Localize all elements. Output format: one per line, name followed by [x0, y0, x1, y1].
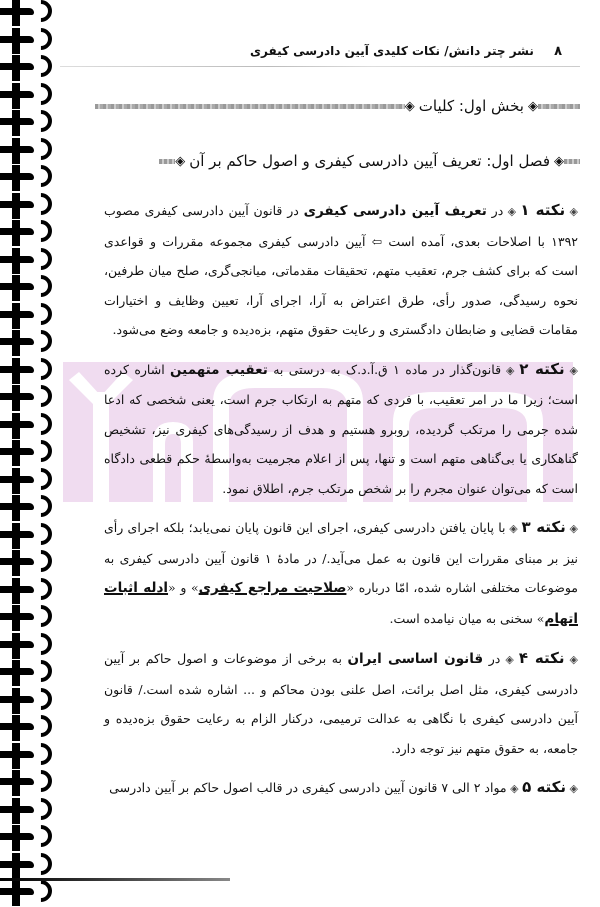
note-1	[104, 196, 578, 345]
spiral-coil	[0, 633, 50, 659]
diamond-icon: ◈	[564, 363, 578, 377]
document-body	[104, 196, 578, 814]
emphasis-term: قانون اساسی ایران	[347, 651, 484, 667]
note-label: نکته ۳	[521, 518, 566, 536]
chapter-heading	[40, 148, 580, 174]
spiral-coil	[0, 743, 50, 769]
note-4	[104, 644, 578, 763]
diamond-icon: ◈	[506, 782, 523, 795]
note-label: نکته ۲	[519, 359, 565, 378]
section-rule-left	[95, 104, 405, 109]
note-text: در	[483, 651, 501, 666]
spiral-coil	[0, 798, 50, 824]
spiral-coil	[0, 303, 50, 329]
diamond-icon: ◈	[565, 205, 578, 218]
note-text: مواد ۲ الی ۷ قانون آیین دادرسی کیفری در قالب اصول حاکم بر آیین دادرسی	[109, 780, 507, 795]
section-title: بخش اول: کلیات	[418, 97, 524, 115]
note-text: » سخنی به میان نیامده است.	[389, 610, 545, 626]
spiral-coil	[0, 715, 50, 741]
spiral-coil	[0, 28, 50, 54]
spiral-coil	[0, 880, 50, 906]
diamond-icon: ◈	[554, 153, 564, 169]
note-text: در قانون آیین دادرسی کیفری مصوب ۱۳۹۲ با اصلاحات بعدی، آمده است ⇦ آیین دادرسی کیفری مجموعه مقررات و قواعدی است که برای کشف جرم، تعقیب متهم، تحقیقات مقدماتی، میانجی‌گری، صلح میان طرفین، نحوه رسیدگی، صدور رأی، طرق اعتراض به آرا، اجرای آرا، تعیین وظایف و اختیارات مقامات قضایی و ضابطان دادگستری و رعایت حقوق متهم، بزه‌دیده و جامعه وضع می‌شود.	[104, 203, 578, 337]
diamond-icon: ◈	[501, 363, 520, 377]
spiral-coil	[0, 468, 50, 494]
header-rule	[60, 66, 580, 67]
diamond-icon: ◈	[566, 782, 578, 795]
note-5	[104, 773, 578, 804]
underlined-term: ادله اثبات اتهام	[104, 580, 578, 627]
note-label: نکته ۵	[522, 778, 567, 796]
diamond-icon: ◈	[500, 653, 519, 666]
spiral-coil	[0, 330, 50, 356]
spiral-coil	[0, 495, 50, 521]
spiral-coil	[0, 440, 50, 466]
diamond-icon: ◈	[528, 98, 538, 114]
spiral-coil	[0, 385, 50, 411]
spiral-coil	[0, 358, 50, 384]
note-text: با پایان یافتن دادرسی کیفری، اجرای این قانون پایان نمی‌یابد؛ بلکه اجرای رأی نیز بر مبنای مقررات این قانون به عمل می‌آید./ در مادهٔ ۱ قانون آیین دادرسی کیفری به موضوعات مختلفی اشاره شده، امّا درباره «	[104, 520, 578, 595]
diamond-icon: ◈	[505, 522, 522, 535]
page-header	[250, 44, 562, 59]
emphasis-term: تعقیب متهمین	[170, 361, 268, 378]
diamond-icon: ◈	[175, 153, 186, 169]
spiral-coil	[0, 825, 50, 851]
section-heading	[95, 93, 580, 119]
spiral-coil	[0, 413, 50, 439]
note-label: نکته ۱	[520, 201, 566, 219]
spiral-coil	[0, 770, 50, 796]
spiral-coil	[0, 660, 50, 686]
diamond-icon: ◈	[564, 653, 578, 666]
emphasis-term: تعریف آیین دادرسی کیفری	[303, 203, 487, 219]
spiral-coil	[0, 578, 50, 604]
spiral-coil	[0, 248, 50, 274]
spiral-coil	[0, 550, 50, 576]
note-text: در	[486, 203, 504, 218]
chapter-rule-right	[564, 159, 580, 164]
diamond-icon: ◈	[503, 205, 521, 218]
spiral-coil	[0, 853, 50, 879]
note-label: نکته ۴	[518, 649, 565, 667]
running-title: نشر چتر دانش/ نکات کلیدی آیین دادرسی کیفری	[249, 44, 534, 58]
note-2	[104, 355, 578, 504]
note-text: قانون‌گذار در ماده ۱ ق.آ.د.ک به درستی به	[267, 361, 502, 377]
spiral-coil	[0, 605, 50, 631]
chapter-rule-left	[159, 159, 175, 164]
note-text: به برخی از موضوعات و اصول حاکم بر آیین دادرسی کیفری، مثل اصل برائت، اصل علنی بودن محاکم و ... اشاره شده است./ قانون آیین دادرسی کیفری با نگاهی به عدالت ترمیمی، درکنار الزام به رعایت حقوق بزه‌دیده و جامعه، به حقوق متهم نیز توجه دارد.	[104, 651, 578, 756]
note-text: » و «	[168, 580, 199, 595]
spiral-coil	[0, 220, 50, 246]
note-3	[104, 513, 578, 634]
page-number: ۸	[554, 44, 562, 59]
bottom-rule	[0, 878, 230, 881]
spiral-coil	[0, 0, 50, 26]
spiral-coil	[0, 275, 50, 301]
spiral-coil	[0, 55, 50, 81]
note-text: اشاره کرده است؛ زیرا ما در امر تعقیب، با فردی که متهم به ارتکاب جرم است، یعنی شخصی که ادعا شده جرمی را مرتکب گردیده، روبرو هستیم و هدف از رسیدگی‌های کیفری نیز، تشخیص گناهکاری یا بی‌گناهی متهم است و تنها، پس از اعلام مجرمیت به‌واسطهٔ حکم قطعی دادگاه است که می‌توان عنوان مجرم را بر شخص مرتکب جرم، اطلاق نمود.	[104, 361, 578, 496]
diamond-icon: ◈	[565, 522, 579, 535]
section-rule-right	[538, 104, 580, 109]
spiral-coil	[0, 110, 50, 136]
underlined-term: صلاحیت مراجع کیفری	[198, 580, 347, 596]
spiral-binding	[0, 0, 50, 882]
spiral-coil	[0, 523, 50, 549]
spiral-coil	[0, 83, 50, 109]
diamond-icon: ◈	[404, 98, 415, 114]
chapter-title: فصل اول: تعریف آیین دادرسی کیفری و اصول حاکم بر آن	[189, 152, 550, 170]
spiral-coil	[0, 688, 50, 714]
spiral-coil	[0, 193, 50, 219]
